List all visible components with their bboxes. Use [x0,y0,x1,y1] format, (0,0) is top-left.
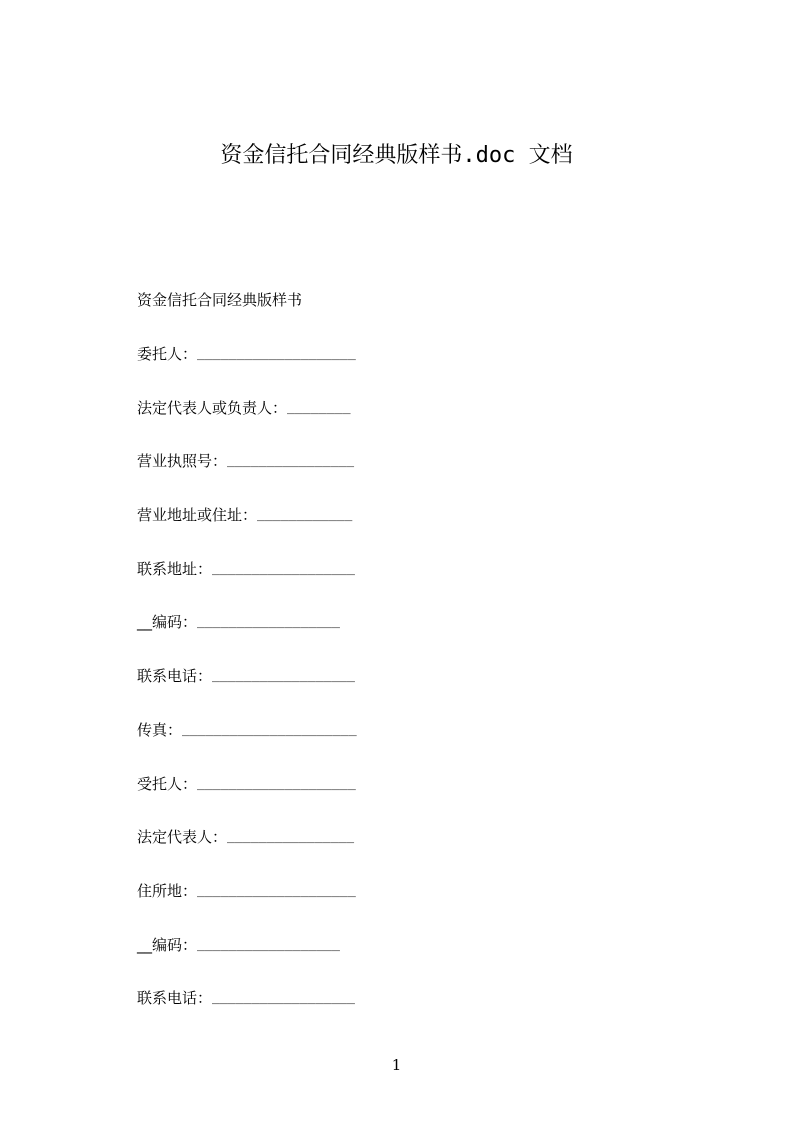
field-label: 联系地址： [137,559,213,578]
field-row-contact-phone [137,666,357,720]
field-blank-line: __________________ [197,614,340,630]
field-label: __编码： [137,613,198,632]
field-blank-line: ______________________ [182,721,357,737]
field-label: 法定代表人： [137,828,228,847]
field-row-postal-code [137,612,357,666]
field-list [137,344,357,1042]
field-label: 联系电话： [137,989,213,1008]
field-label: 营业执照号： [137,452,228,471]
field-blank-line: __________________ [212,560,355,576]
document-title-main: 资金信托合同经典版样书 [220,143,463,168]
field-label: 营业地址或住址： [137,506,258,525]
field-row-legal-representative-or-responsible-person [137,398,357,452]
field-blank-line: ____________________ [197,346,356,361]
document-title [0,140,793,172]
field-label: __编码： [137,935,198,954]
field-blank-line: ________________ [227,829,355,845]
field-row-fax [137,720,357,774]
field-blank-line: __________________ [212,668,355,684]
field-row-contact-address [137,559,357,613]
field-label: 住所地： [137,881,198,900]
field-row-domicile [137,881,357,935]
field-blank-line: ____________ [257,507,353,523]
field-row-principal [137,344,357,398]
field-label: 传真： [137,720,183,739]
field-blank-line: __________________ [197,936,340,952]
field-blank-line: ____________________ [197,775,356,791]
field-label: 联系电话： [137,667,213,686]
field-row-business-address-or-residence [137,505,357,559]
document-title-extension: .doc 文档 [462,143,573,168]
field-row-contact-phone-trustee [137,988,357,1042]
field-row-postal-code-trustee [137,935,357,989]
field-blank-line: ________ [287,399,351,415]
field-blank-line: ________________ [227,453,355,469]
field-row-business-license-number [137,451,357,505]
field-label: 委托人： [137,345,198,363]
document-subtitle: 资金信托合同经典版样书 [137,291,303,309]
field-row-legal-representative [137,827,357,881]
field-blank-line: ____________________ [197,882,356,898]
field-blank-line: __________________ [212,990,355,1006]
page-number: 1 [391,1056,402,1074]
field-label: 受托人： [137,774,198,793]
field-label: 法定代表人或负责人： [137,398,288,417]
field-row-trustee [137,774,357,828]
